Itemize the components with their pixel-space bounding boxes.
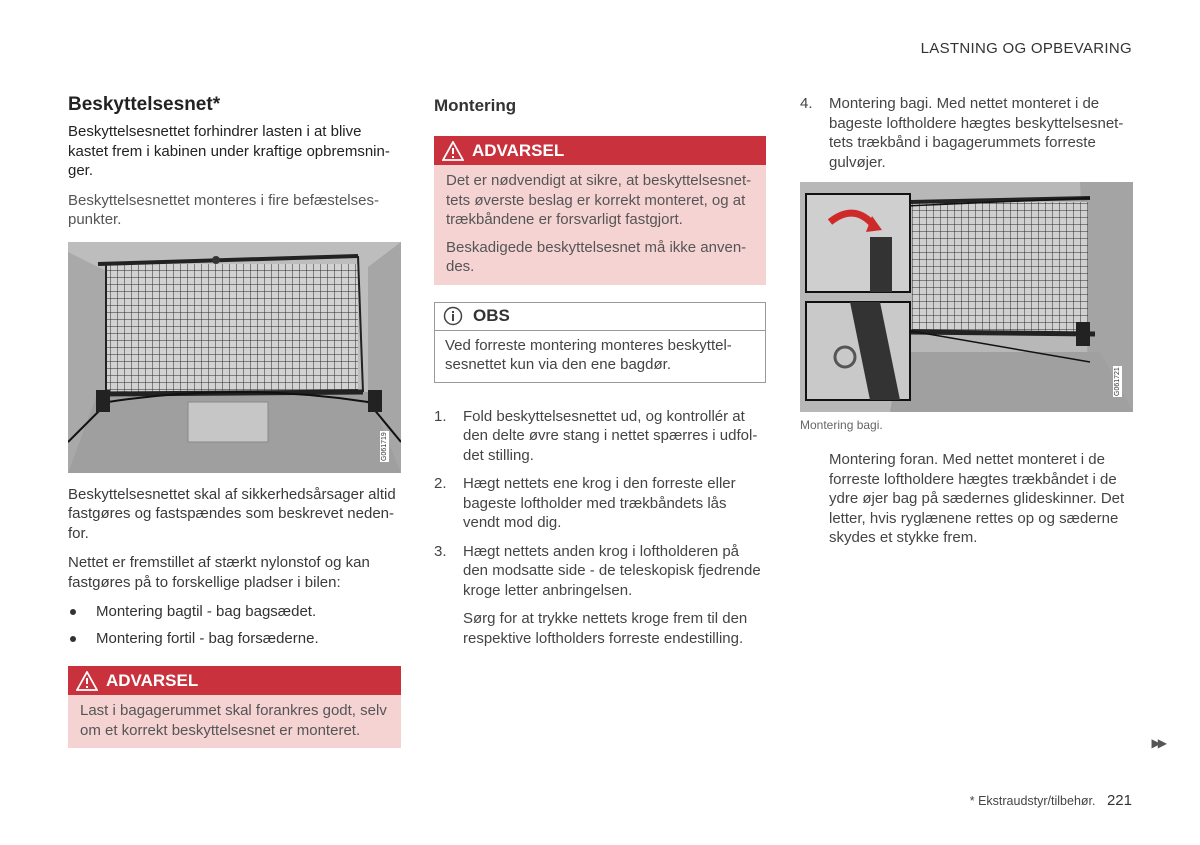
warning-triangle-icon bbox=[76, 671, 98, 691]
page-number: 221 bbox=[1106, 792, 1132, 809]
note-box bbox=[434, 302, 766, 383]
image-caption: Montering bagi. bbox=[800, 418, 883, 432]
list-item: Montering fortil - bag forsæderne. bbox=[68, 629, 401, 649]
mounting-steps-continued bbox=[800, 94, 1134, 172]
warning-box bbox=[434, 136, 766, 285]
list-item: 3. Hægt nettets anden krog i loftholderen på den modsatte side - de teleskopisk fjedrende kroge letter anbringelsen. bbox=[434, 542, 761, 599]
list-item: 4. Montering bagi. Med nettet monteret i de bageste loftholdere hægtes beskyttelsesnet-tets trækbånd i bagagerummets forreste gulvøjer. bbox=[800, 95, 1124, 171]
warning-text: Beskadigede beskyttelsesnet må ikke anven-des. bbox=[446, 238, 747, 275]
warning-body bbox=[434, 165, 766, 285]
cargo-net-illustration bbox=[68, 242, 401, 473]
image-code: G061721 bbox=[1114, 367, 1121, 396]
warning-text: Det er nødvendigt at sikre, at beskyttelsesnet-tets øverste beslag er korrekt monteret, og at trækbåndene er forsvarligt fastgjort. bbox=[446, 172, 752, 228]
note-label: OBS bbox=[473, 306, 510, 325]
step-3-detail: Sørg for at trykke nettets kroge frem til den respektive loftholders forreste endestilling. bbox=[463, 610, 748, 647]
bullet-icon bbox=[70, 609, 76, 615]
list-item: 2. Hægt nettets ene krog i den forreste eller bageste loftholder med trækbåndets lås vendt mod dig. bbox=[434, 475, 736, 531]
warning-label: ADVARSEL bbox=[106, 670, 199, 690]
column-left bbox=[68, 94, 401, 758]
list-item: 1. Fold beskyttelsesnettet ud, og kontrollér at den delte øvre stang i nettet spærres i udfol-det stilling. bbox=[434, 407, 758, 464]
safety-text: Beskyttelsesnettet skal af sikkerhedsårsager altid fastgøres og fastspændes som beskrevet neden-for. bbox=[68, 485, 396, 542]
mounting-options-list bbox=[68, 602, 401, 648]
rear-mounting-illustration bbox=[800, 182, 1133, 412]
bullet-icon bbox=[70, 636, 76, 642]
image-code: G061719 bbox=[381, 431, 388, 461]
mounting-steps bbox=[434, 407, 766, 601]
note-header bbox=[435, 303, 765, 331]
warning-header bbox=[434, 136, 766, 165]
warning-body bbox=[68, 695, 401, 748]
cargo-net-drawing bbox=[68, 242, 401, 473]
footer bbox=[970, 792, 1132, 809]
intro-text: Beskyttelsesnettet forhindrer lasten i at blive kastet frem i kabinen under kraftige opbremsnin-ger. bbox=[68, 123, 390, 179]
warning-header bbox=[68, 666, 401, 695]
warning-box bbox=[68, 666, 401, 748]
section-title: LASTNING OG OPBEVARING bbox=[920, 40, 1132, 57]
section-heading: Montering bbox=[434, 96, 517, 115]
footnote: * Ekstraudstyr/tilbehør. bbox=[969, 794, 1096, 808]
column-middle bbox=[434, 94, 766, 648]
warning-triangle-icon bbox=[442, 141, 464, 161]
note-text: Ved forreste montering monteres beskyttel-sesnettet kun via den ene bagdør. bbox=[445, 336, 732, 373]
page-title: Beskyttelsesnet* bbox=[68, 94, 221, 115]
next-page-arrows-icon: ▶▶ bbox=[1151, 736, 1164, 750]
material-text: Nettet er fremstillet af stærkt nylonstof og kan fastgøres på to forskellige pladser i bilen: bbox=[68, 554, 370, 591]
rear-mounting-drawing bbox=[800, 182, 1133, 412]
list-item: Montering bagtil - bag bagsædet. bbox=[68, 602, 401, 622]
warning-text: Last i bagagerummet skal forankres godt, selv om et korrekt beskyttelsesnet er monteret. bbox=[80, 702, 387, 739]
warning-label: ADVARSEL bbox=[472, 140, 565, 160]
column-right bbox=[800, 94, 1134, 558]
front-mounting-text: Montering foran. Med nettet monteret i de forreste loftholdere hægtes trækbåndet i de ydre øjer bag på sædernes glideskinner. Det letter, hvis ryglænene rettes op og sæderne skydes et stykke frem. bbox=[829, 451, 1125, 546]
info-icon bbox=[443, 306, 463, 326]
mount-points-text: Beskyttelsesnettet monteres i fire befæstelses-punkter. bbox=[68, 191, 379, 228]
